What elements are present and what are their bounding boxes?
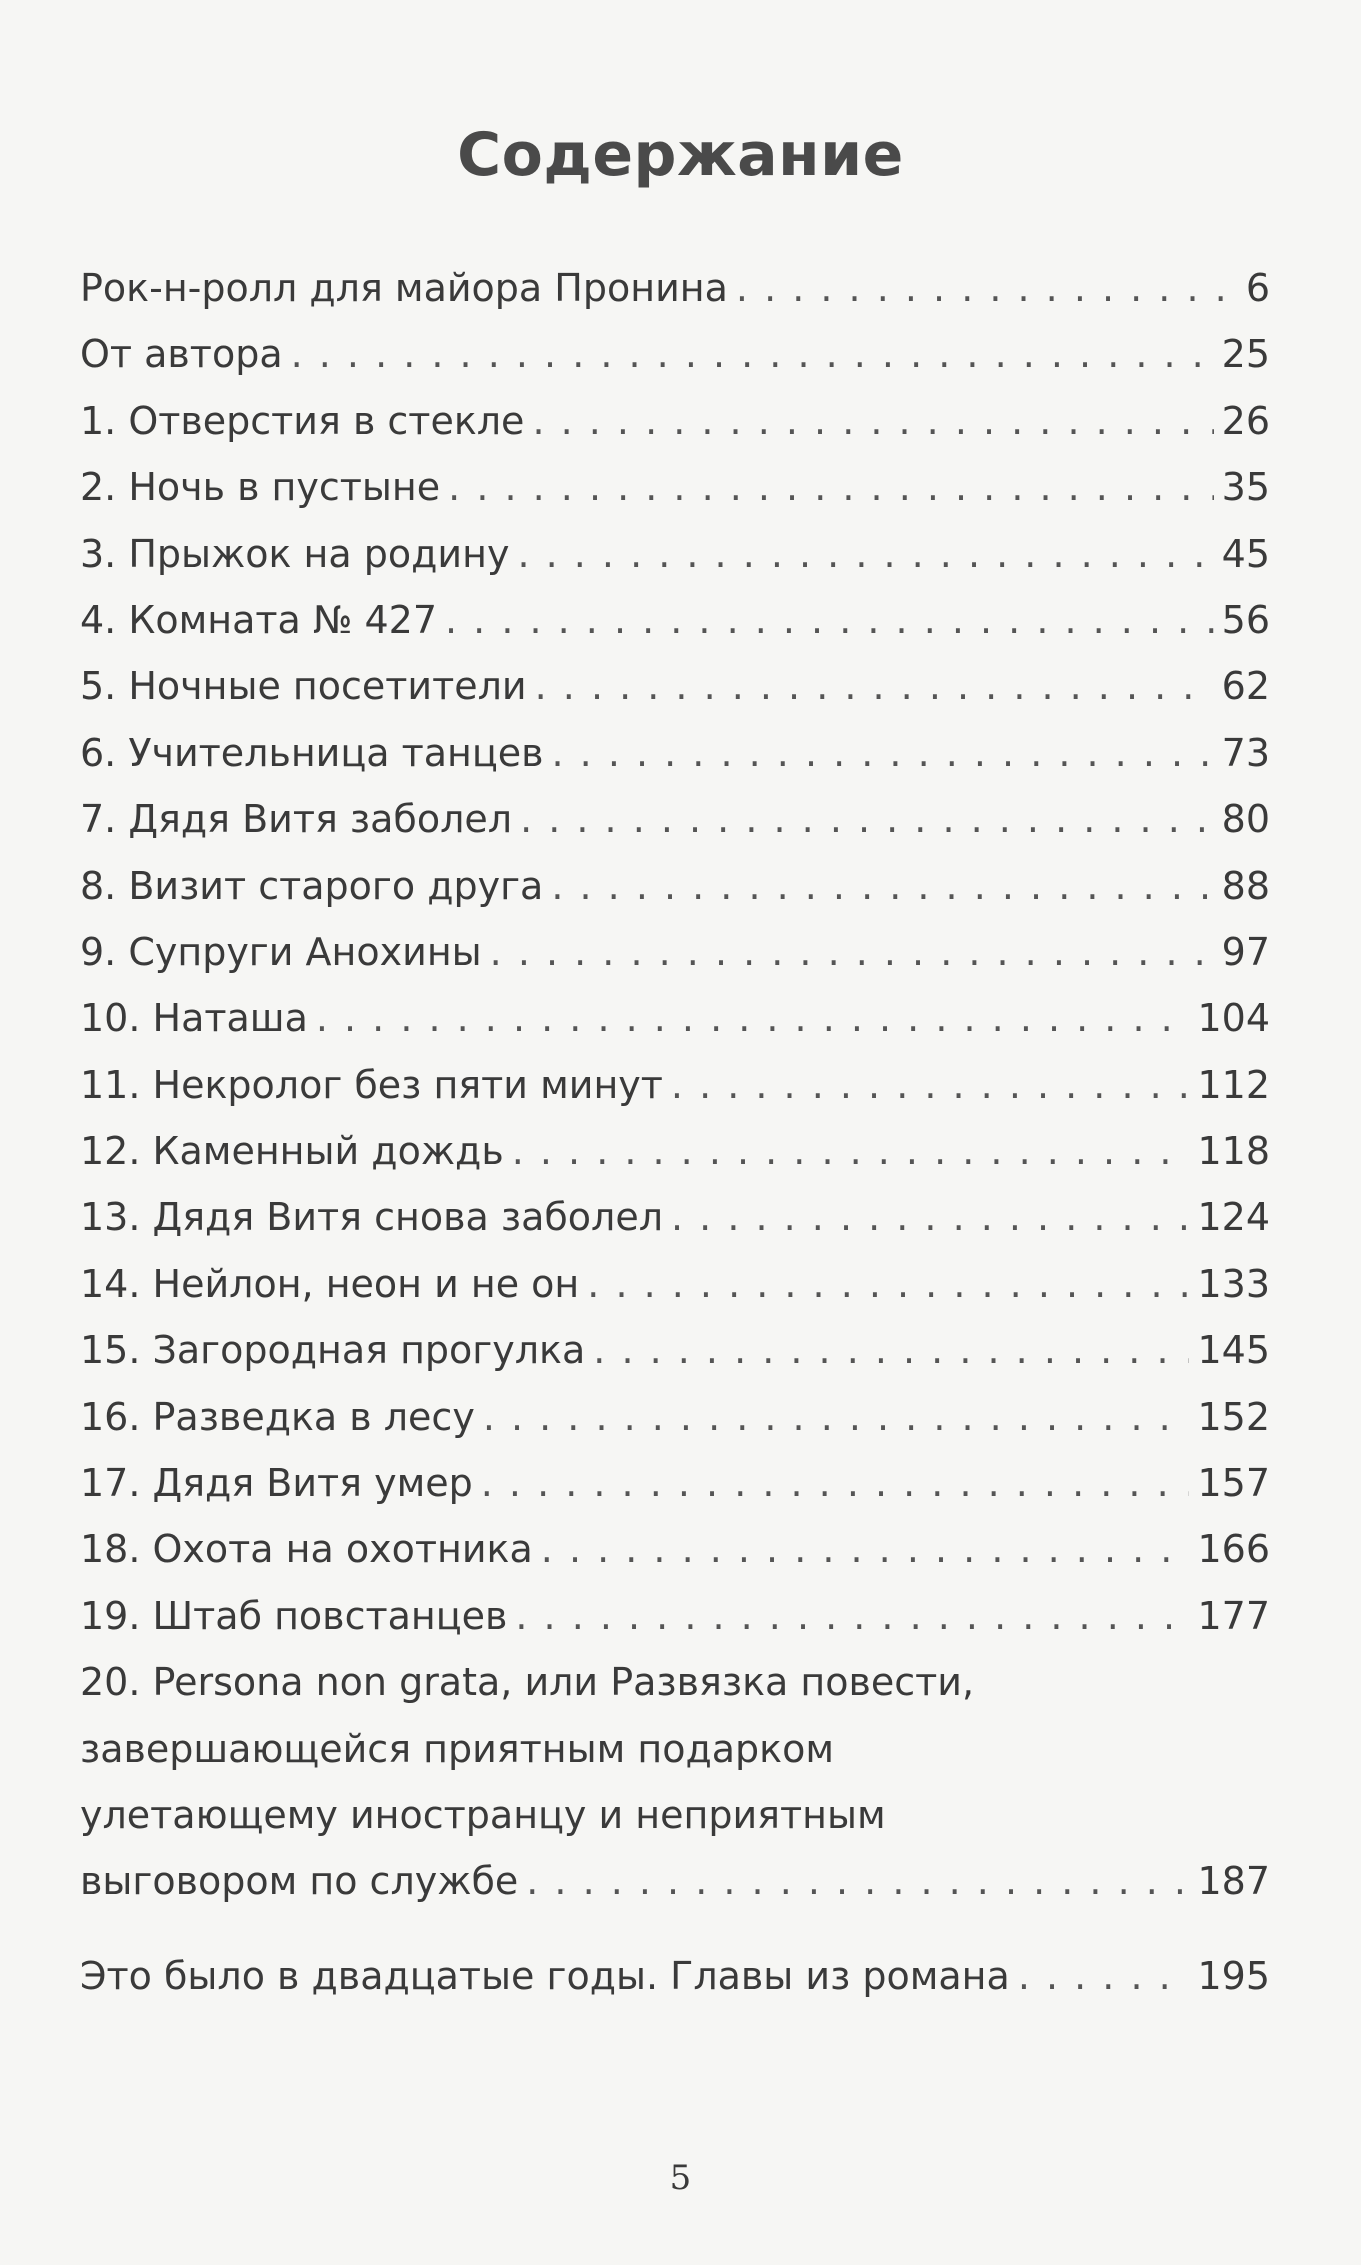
toc-entry-20-line-1: 20. Persona non grata, или Развязка повести, — [80, 1660, 975, 1705]
toc-entry-page: 56 — [1221, 597, 1270, 642]
toc-entry-page: 88 — [1221, 863, 1270, 908]
toc-entry-page: 133 — [1197, 1261, 1270, 1306]
toc-leader-dots — [541, 1516, 1190, 1582]
toc-entry-page: 80 — [1221, 797, 1270, 842]
toc-entry-page: 157 — [1197, 1461, 1270, 1506]
toc-entry — [80, 1184, 1270, 1250]
toc-leader-dots — [490, 919, 1214, 985]
toc-leader-dots — [512, 1118, 1190, 1184]
toc-entry — [80, 255, 1270, 321]
toc-leader-dots — [316, 985, 1190, 1051]
toc-entry-page: 195 — [1197, 1953, 1270, 1998]
toc-entry — [80, 985, 1270, 1051]
toc-entry-label: 6. Учительница танцев — [80, 730, 544, 775]
toc-section-gap — [80, 1915, 1270, 1943]
toc-entry-label: 17. Дядя Витя умер — [80, 1461, 473, 1506]
toc-entry — [80, 1450, 1270, 1516]
toc-entry-20-line-2: завершающейся приятным подарком — [80, 1726, 835, 1771]
toc-entry-label: выговором по службе — [80, 1859, 519, 1904]
toc-entry-page: 145 — [1197, 1328, 1270, 1373]
toc-entry — [80, 1118, 1270, 1184]
toc-entry-label: Это было в двадцатые годы. Главы из романа — [80, 1953, 1010, 1998]
toc-entry — [80, 1251, 1270, 1317]
toc-entry-page: 124 — [1197, 1195, 1270, 1240]
toc-entry — [80, 1384, 1270, 1450]
toc-entry-20 — [80, 1649, 1270, 1915]
toc-entry — [80, 1317, 1270, 1383]
toc-entry-label: 1. Отверстия в стекле — [80, 398, 525, 443]
toc-entry-page: 166 — [1197, 1527, 1270, 1572]
toc-entry-page: 73 — [1221, 730, 1270, 775]
toc-entry-20-line-4 — [80, 1848, 1270, 1914]
toc-entry-label: 9. Супруги Анохины — [80, 929, 482, 974]
toc-entry-label: 14. Нейлон, неон и не он — [80, 1261, 580, 1306]
toc-entry-page: 35 — [1221, 465, 1270, 510]
toc-entry-page: 45 — [1221, 531, 1270, 576]
toc-leader-dots — [483, 1384, 1190, 1450]
toc-entry — [80, 653, 1270, 719]
toc-leader-dots — [517, 521, 1213, 587]
toc-leader-dots — [671, 1052, 1190, 1118]
toc-leader-dots — [535, 653, 1214, 719]
toc-entry-label: 5. Ночные посетители — [80, 664, 527, 709]
toc-leader-dots — [736, 255, 1238, 321]
toc-entry-label: 16. Разведка в лесу — [80, 1394, 475, 1439]
page-number: 5 — [669, 2158, 692, 2198]
toc-entry-label: 15. Загородная прогулка — [80, 1328, 586, 1373]
toc-leader-dots — [587, 1251, 1189, 1317]
toc-leader-dots — [520, 786, 1214, 852]
toc-entry-label: 10. Наташа — [80, 996, 308, 1041]
toc-leader-dots — [291, 321, 1214, 387]
toc-entry — [80, 321, 1270, 387]
toc-leader-dots — [445, 587, 1214, 653]
toc-entry-label: 11. Некролог без пяти минут — [80, 1062, 663, 1107]
toc-leader-dots — [448, 454, 1213, 520]
toc-entry — [80, 853, 1270, 919]
toc-leader-dots — [515, 1583, 1189, 1649]
toc-entry-label: 13. Дядя Витя снова заболел — [80, 1195, 663, 1240]
toc-entry — [80, 919, 1270, 985]
toc-entry-page: 62 — [1221, 664, 1270, 709]
toc-entry-label: Рок-н-ролл для майора Пронина — [80, 266, 728, 310]
toc-entry-20-line-3: улетающему иностранцу и неприятным — [80, 1792, 886, 1837]
toc-entry-page: 177 — [1197, 1593, 1270, 1638]
toc-entry-label: 2. Ночь в пустыне — [80, 465, 441, 510]
toc-entry-page: 152 — [1197, 1394, 1270, 1439]
toc-entry-page: 6 — [1245, 266, 1270, 310]
toc-entry-label: 12. Каменный дождь — [80, 1129, 504, 1174]
toc-entry — [80, 786, 1270, 852]
toc-entry-label: 18. Охота на охотника — [80, 1527, 533, 1572]
toc-entry-page: 112 — [1197, 1062, 1270, 1107]
toc-entry-appendix — [80, 1943, 1270, 2009]
toc-entry-label: 19. Штаб повстанцев — [80, 1593, 508, 1638]
table-of-contents — [80, 255, 1270, 2009]
toc-entry-page: 97 — [1221, 929, 1270, 974]
toc-leader-dots — [671, 1184, 1189, 1250]
toc-entry-page: 25 — [1221, 332, 1270, 377]
toc-entries — [80, 255, 1270, 1649]
toc-entry-page: 118 — [1197, 1129, 1270, 1174]
toc-entry — [80, 521, 1270, 587]
toc-entry — [80, 454, 1270, 520]
toc-entry-page: 187 — [1197, 1859, 1270, 1904]
toc-entry — [80, 1052, 1270, 1118]
toc-entry-label: 8. Визит старого друга — [80, 863, 544, 908]
toc-entry — [80, 720, 1270, 786]
toc-entry-page: 26 — [1221, 398, 1270, 443]
toc-leader-dots — [481, 1450, 1190, 1516]
toc-entry — [80, 1516, 1270, 1582]
toc-entry-label: 7. Дядя Витя заболел — [80, 797, 513, 842]
toc-leader-dots — [551, 853, 1213, 919]
toc-entry-label: От автора — [80, 332, 283, 377]
toc-entry-page: 104 — [1197, 996, 1270, 1041]
toc-entry — [80, 1583, 1270, 1649]
toc-leader-dots — [526, 1848, 1189, 1914]
toc-entry-label: 3. Прыжок на родину — [80, 531, 510, 576]
toc-entry — [80, 388, 1270, 454]
toc-leader-dots — [593, 1317, 1189, 1383]
toc-leader-dots — [1018, 1943, 1190, 2009]
toc-leader-dots — [532, 388, 1213, 454]
toc-leader-dots — [552, 720, 1214, 786]
toc-entry — [80, 587, 1270, 653]
page-title: Содержание — [457, 120, 904, 190]
toc-entry-label: 4. Комната № 427 — [80, 597, 437, 642]
